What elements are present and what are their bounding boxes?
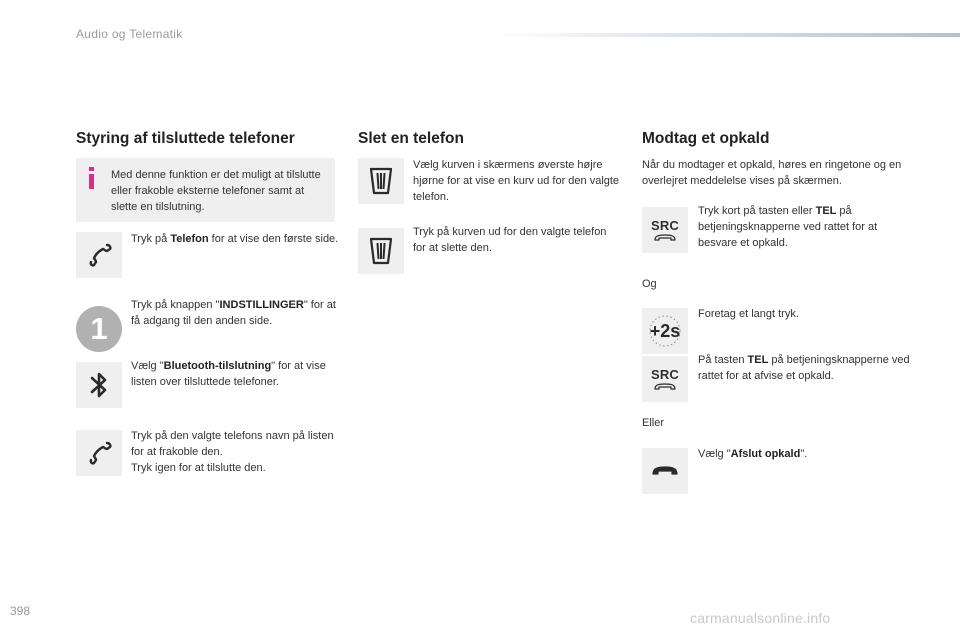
step-end-call-text: Vælg "Afslut opkald".: [698, 448, 808, 460]
src-button-icon: [642, 356, 688, 402]
connector-eller: Eller: [642, 417, 665, 429]
step-answer-text: Tryk kort på tasten eller TEL på betjeningsknapperne ved rattet for at besvare et opkald.: [698, 205, 878, 249]
step-long-press-text: Foretag et langt tryk.: [698, 308, 799, 320]
step-reject-text: På tasten TEL på betjeningsknapperne ved rattet for at afvise et opkald.: [698, 354, 910, 382]
receive-call-intro: Når du modtager et opkald, høres en ringetone og en overlejret meddelelse vises på skærmen.: [642, 159, 902, 187]
header-rule: [490, 33, 960, 37]
step-settings-text: Tryk på knappen "INDSTILLINGER" for at få adgang til den anden side.: [131, 299, 336, 327]
running-header: Audio og Telematik: [76, 27, 183, 41]
watermark: carmanualsonline.info: [690, 610, 831, 626]
src-label: SRC: [650, 367, 680, 382]
step-bluetooth-text: Vælg "Bluetooth-tilslutning" for at vise listen over tilsluttede telefoner.: [131, 360, 326, 388]
info-text: Med denne funktion er det muligt at tilslutte eller frakoble eksterne telefoner samt at slette en tilslutning.: [111, 169, 321, 213]
section-title-connected-phones: Styring af tilsluttede telefoner: [76, 130, 295, 147]
bluetooth-icon: [76, 362, 122, 408]
step-number-badge: 1: [76, 306, 122, 352]
info-note: [76, 158, 335, 222]
step-trash-delete-text: Tryk på kurven ud for den valgte telefon for at slette den.: [413, 226, 607, 254]
phone-icon: [76, 232, 122, 278]
phone-icon: [76, 430, 122, 476]
section-title-delete-phone: Slet en telefon: [358, 130, 464, 147]
long-press-icon: [642, 308, 688, 354]
trash-icon: [358, 228, 404, 274]
connector-og: Og: [642, 278, 657, 290]
info-icon: [89, 167, 94, 189]
step-phone-text: Tryk på Telefon for at vise den første side.: [131, 233, 339, 245]
step-trash-show-text: Vælg kurven i skærmens øverste højre hjørne for at vise en kurv ud for den valgte telefon.: [413, 159, 620, 203]
src-button-icon: [642, 207, 688, 253]
page-number: 398: [10, 604, 31, 618]
hang-up-icon: [642, 448, 688, 494]
section-title-receive-call: Modtag et opkald: [642, 130, 770, 147]
trash-icon: [358, 158, 404, 204]
long-press-label: +2s: [649, 320, 681, 341]
step-disconnect-text: Tryk på den valgte telefons navn på listen for at frakoble den. Tryk igen for at tilslutte den.: [131, 430, 334, 474]
src-label: SRC: [650, 218, 680, 233]
